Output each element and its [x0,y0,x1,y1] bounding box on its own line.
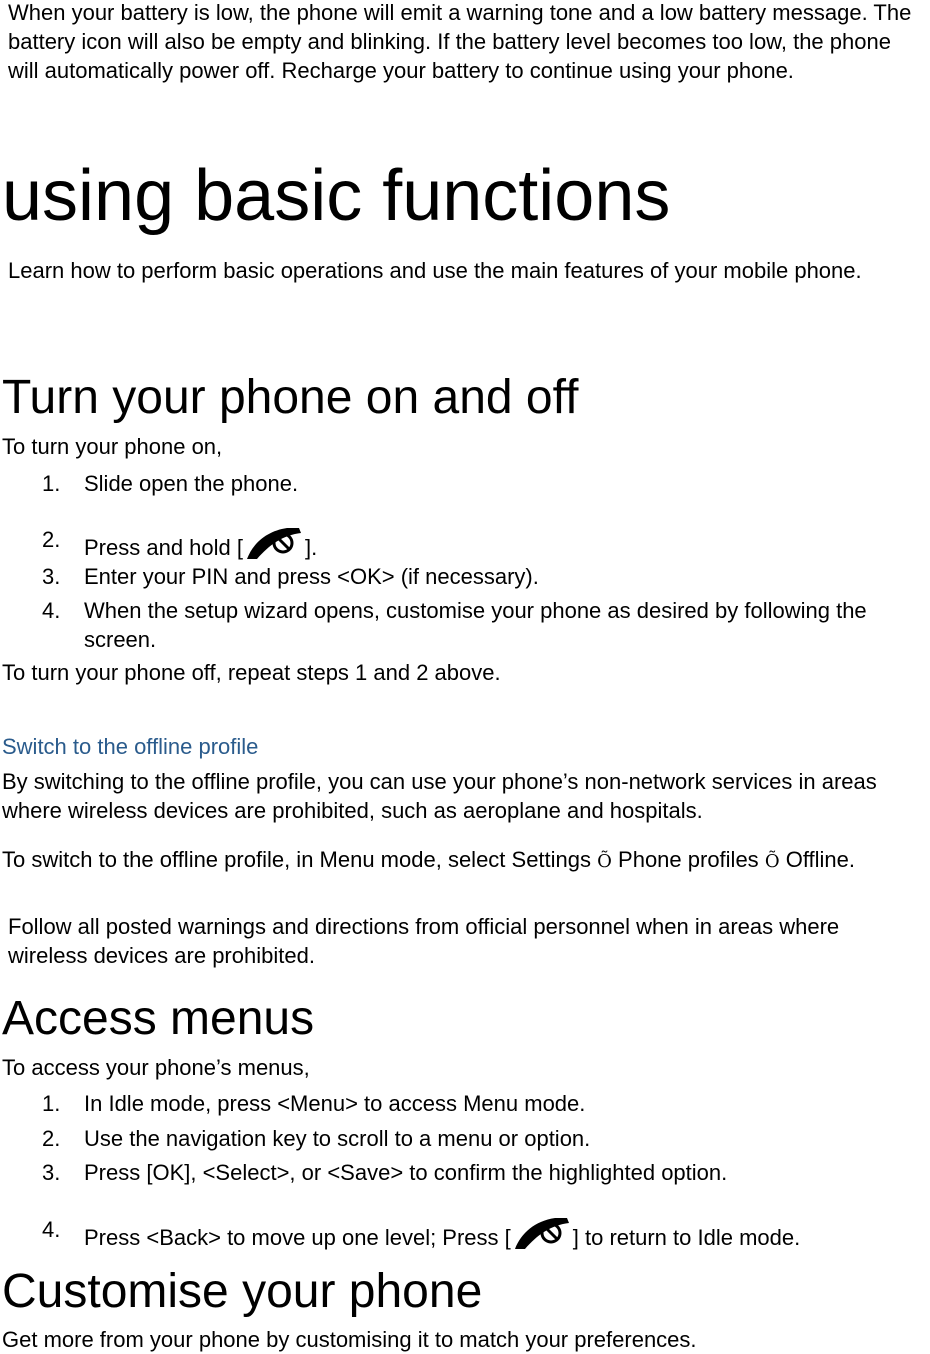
end-call-icon [511,1215,573,1251]
access-menus-lead: To access your phone’s menus, [2,1055,310,1080]
list-text: When the setup wizard opens, customise your phone as desired by following the screen. [84,598,867,652]
list-text: Slide open the phone. [84,471,299,496]
subheading-offline: Switch to the offline profile [2,734,259,759]
list-text: ]. [304,535,318,560]
list-text: In Idle mode, press <Menu> to access Menu mode. [84,1091,586,1116]
turn-off-text: To turn your phone off, repeat steps 1 and 2 above. [2,660,501,685]
list-text: ] to return to Idle mode. [572,1225,801,1250]
arrow-icon: Õ [597,851,612,872]
customise-paragraph: Get more from your phone by customising it to match your preferences. [2,1327,697,1352]
offline-paragraph: By switching to the offline profile, you can use your phone’s non-network services in areas where wireless devices are prohibited, such as aeroplane and hospitals. [2,769,877,823]
list-number: 4. [42,598,61,623]
section-heading-turn-on-off: Turn your phone on and off [2,371,579,424]
list-number: 1. [42,471,61,496]
chapter-intro: Learn how to perform basic operations and use the main features of your mobile phone. [8,258,862,283]
turn-on-lead: To turn your phone on, [2,434,223,459]
list-text: Press <Back> to move up one level; Press [ [84,1225,511,1250]
warning-note: Follow all posted warnings and directions from official personnel when in areas where wireless devices are prohibited. [8,914,840,968]
list-number: 2. [42,1126,61,1151]
list-text: Enter your PIN and press <OK> (if necessary). [84,564,539,589]
section-heading-access-menus: Access menus [2,992,315,1045]
arrow-icon: Õ [764,851,780,872]
section-heading-customise: Customise your phone [2,1265,483,1318]
list-number: 4. [42,1217,61,1242]
list-text: Use the navigation key to scroll to a menu or option. [84,1126,591,1151]
battery-paragraph: When your battery is low, the phone will emit a warning tone and a low battery message. The battery icon will also be empty and blinking. If the battery level becomes too low, the phone will automatically power off. Recharge your battery to continue using your phone. [8,0,912,83]
list-number: 1. [42,1091,61,1116]
list-number: 3. [42,564,61,589]
offline-instructions: To switch to the offline profile, in Menu mode, select Settings Õ Phone profiles Õ Offline. [2,847,856,872]
list-number: 3. [42,1160,61,1185]
chapter-title: using basic functions [2,156,671,236]
list-text: Press and hold [ [84,535,243,560]
list-text: Press [OK], <Select>, or <Save> to confirm the highlighted option. [84,1160,728,1185]
list-number: 2. [42,527,61,552]
end-call-icon [243,525,305,561]
